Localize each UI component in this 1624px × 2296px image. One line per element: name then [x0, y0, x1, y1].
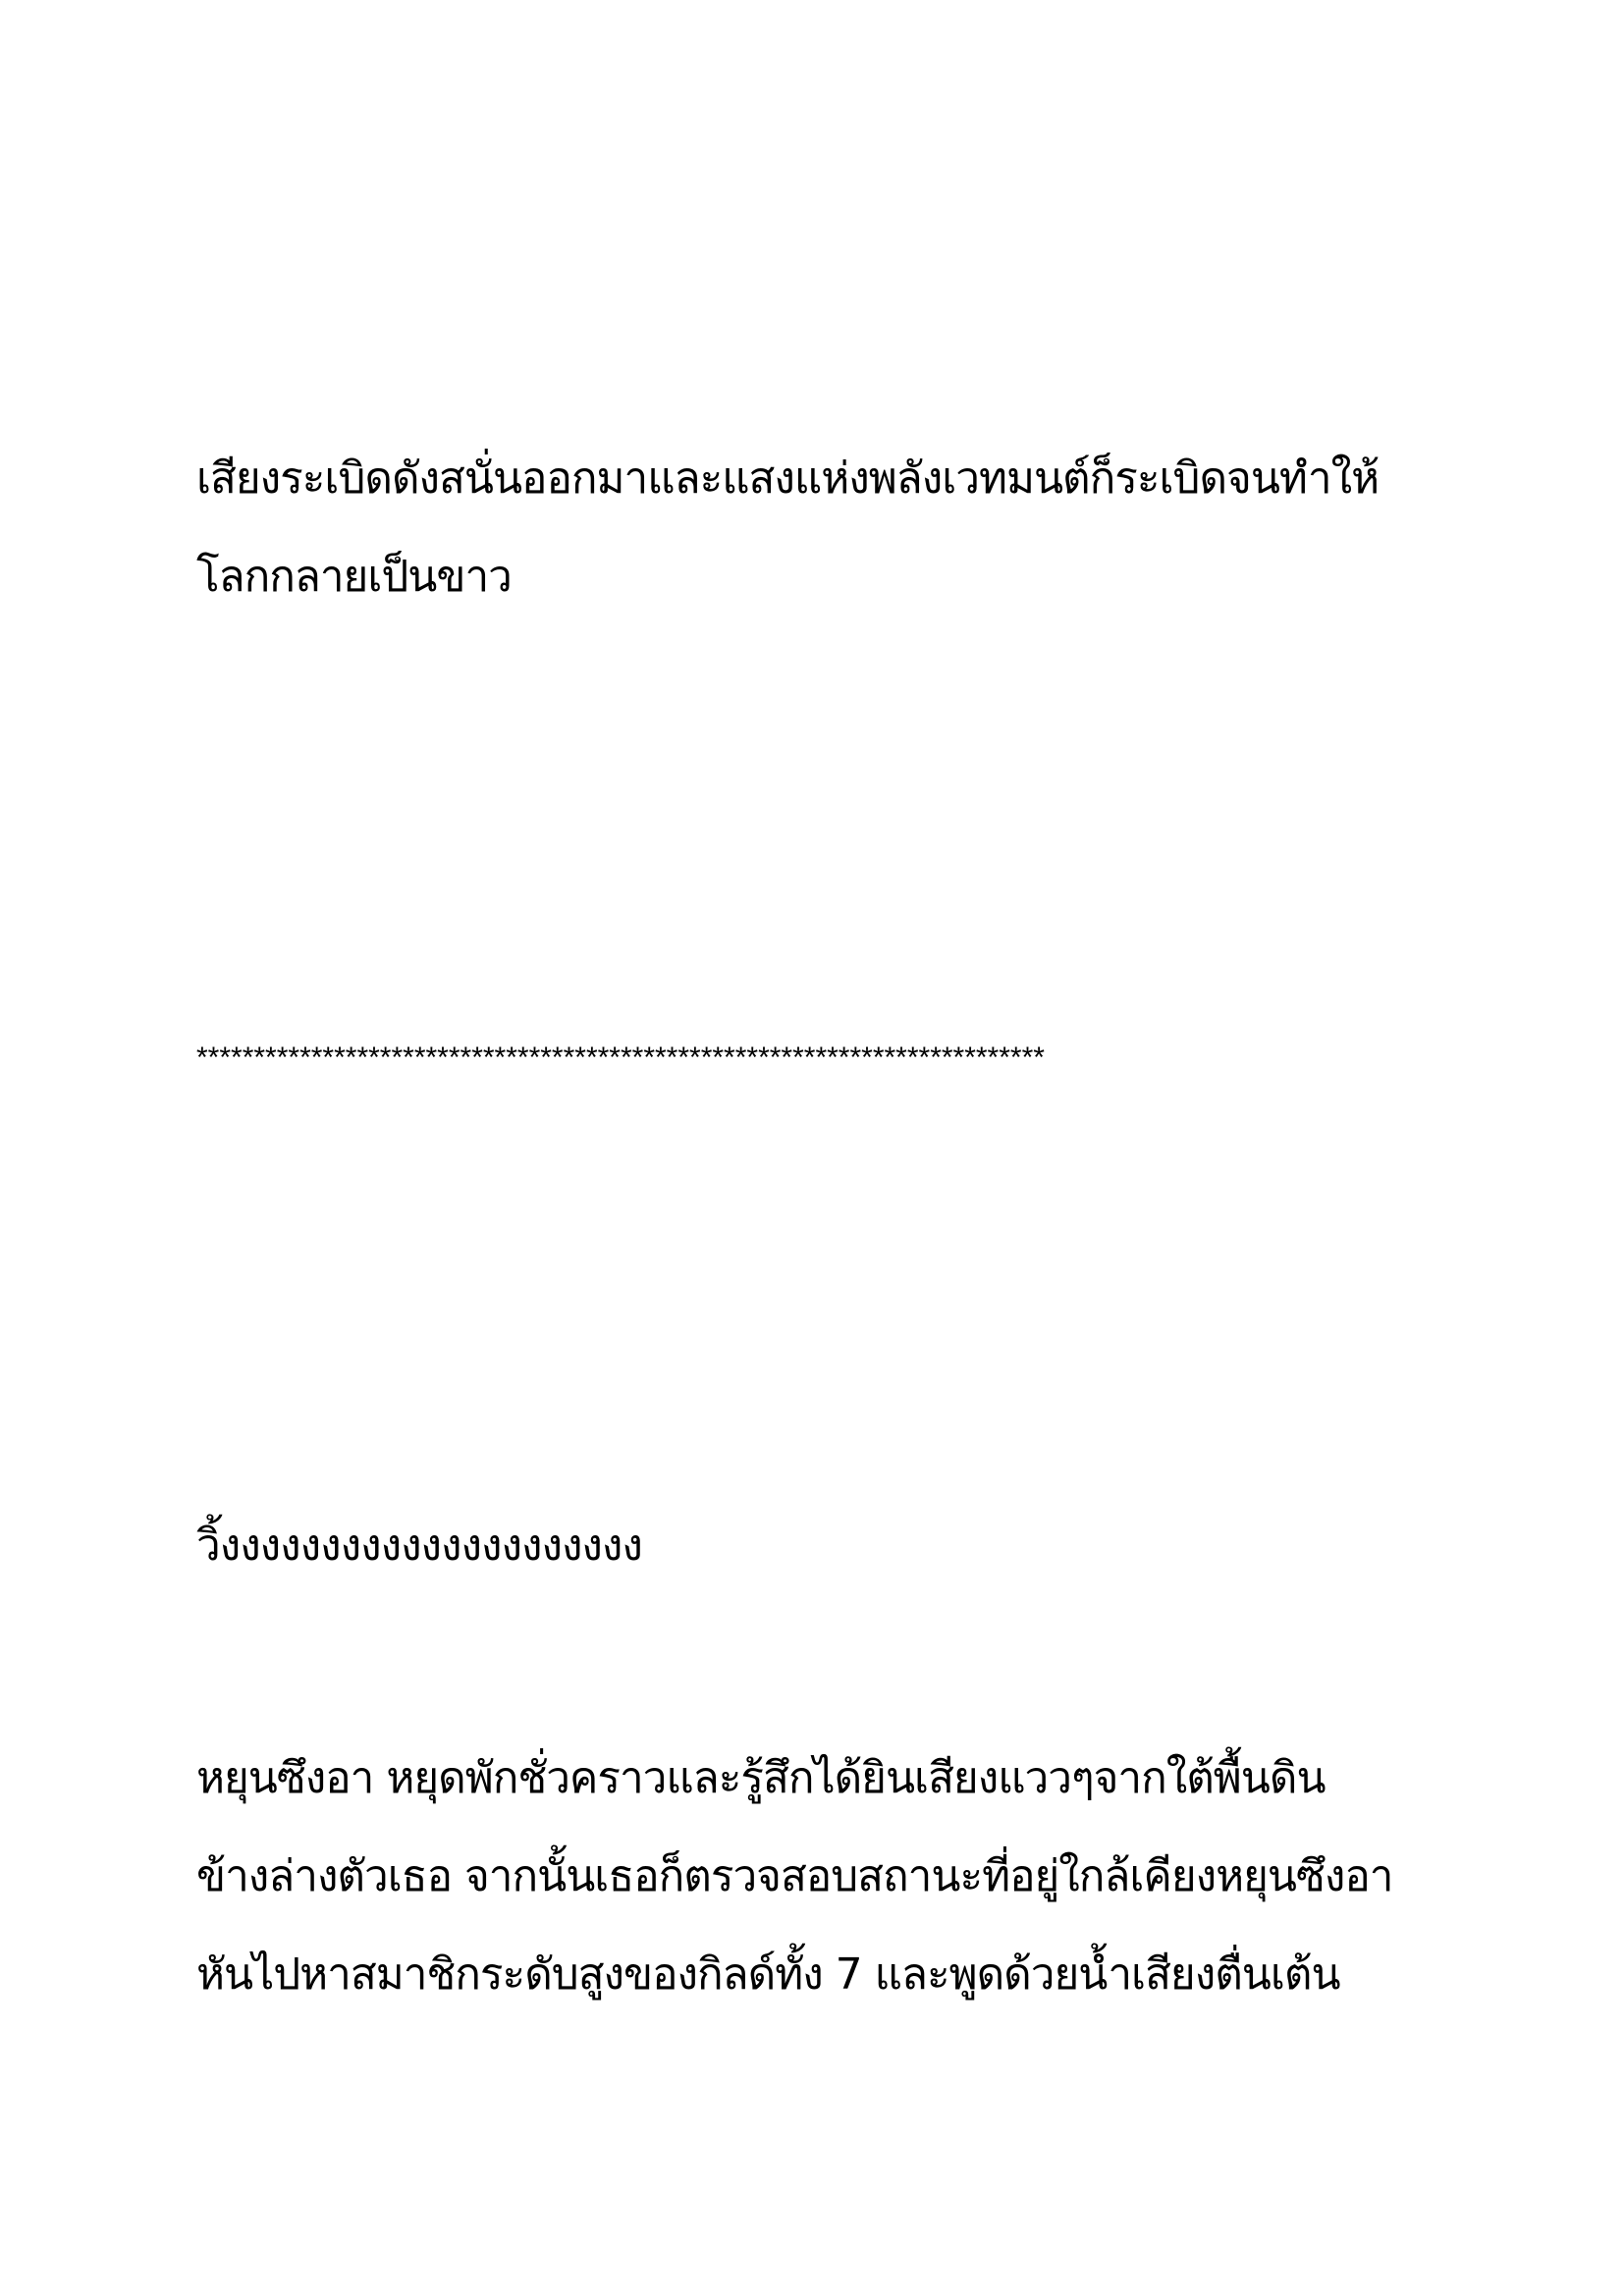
- paragraph-2-line-2: ข้างล่างตัวเธอ จากนั้นเธอก็ตรวจสอบสถานะที่อยู่ใกล้เคียงหยุนซึงอา: [196, 1851, 1393, 1901]
- paragraph-1-line-1: เสียงระเบิดดังสนั่นออกมาและแสงแห่งพลังเวทมนต์ก็ระเบิดจนทำให้: [196, 454, 1380, 504]
- paragraph-2-line-3: หันไปหาสมาชิกระดับสูงของกิลด์ทั้ง 7 และพูดด้วยน้ำเสียงตื่นเต้น: [196, 1949, 1340, 2000]
- section-separator: **************************************************************************: [196, 1041, 1045, 1074]
- paragraph-2-line-1: หยุนซึงอา หยุดพักชั่วคราวและรู้สึกได้ยินเสียงแววๆจากใต้พื้นดิน: [196, 1753, 1326, 1803]
- sound-effect-line: วิ้งงงงงงงงงงงงงงงงงงงงง: [196, 1521, 642, 1571]
- paragraph-1-line-2: โลกกลายเป็นขาว: [196, 552, 512, 602]
